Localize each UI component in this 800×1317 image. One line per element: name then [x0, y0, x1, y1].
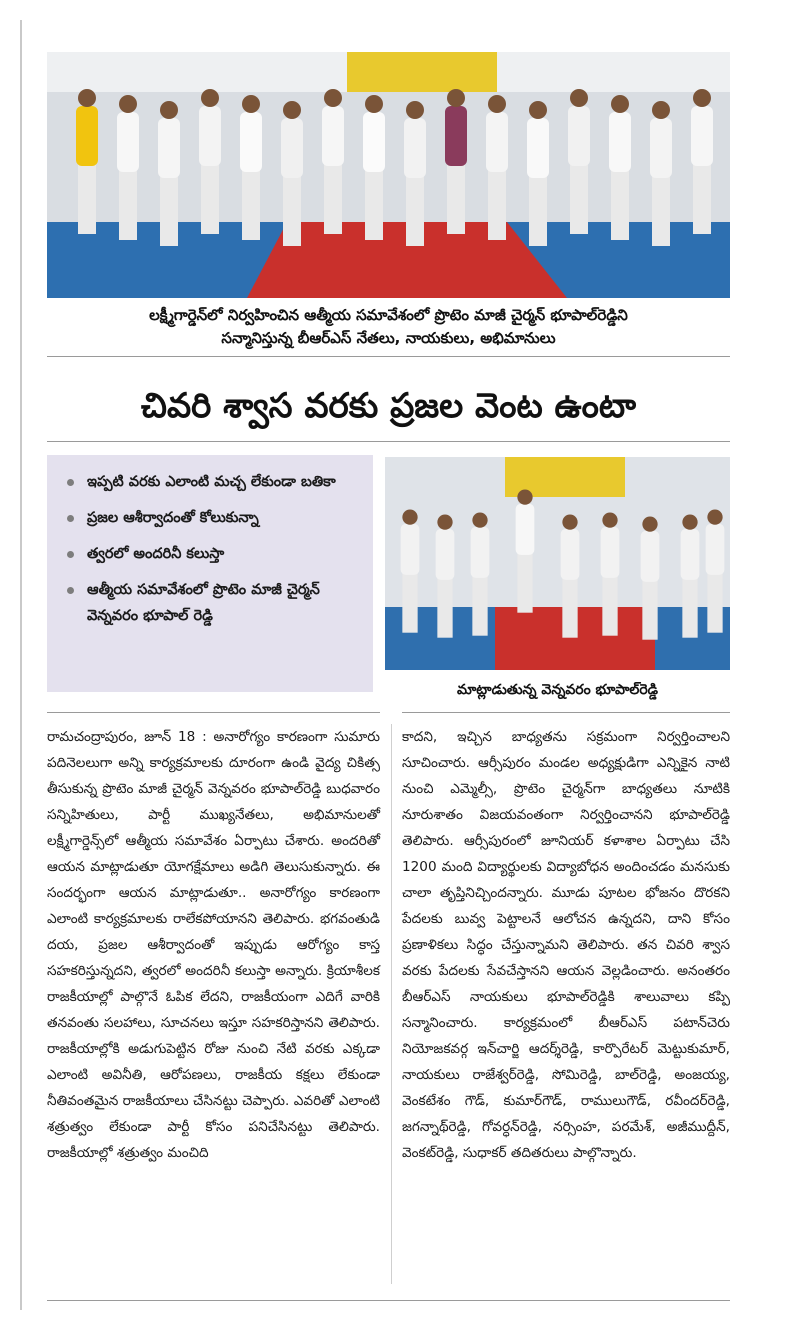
- caption-line-2: సన్మానిస్తున్న బీఆర్ఎస్ నేతలు, నాయకులు, అభిమానులు: [221, 329, 556, 347]
- caption-line-1: లక్ష్మీగార్డెన్‌లో నిర్వహించిన ఆత్మీయ సమావేశంలో ప్రొటెం మాజీ చైర్మన్ భూపాల్‌రెడ్డిని: [149, 306, 628, 324]
- highlight-item: ప్రజల ఆశీర్వాదంతో కోలుకున్నా: [61, 505, 361, 531]
- highlight-item: ఆత్మీయ సమావేశంలో ప్రొటెం మాజీ చైర్మన్ వెన్నవరం భూపాల్ రెడ్డి: [61, 577, 361, 629]
- speaker-photo-caption: మాట్లాడుతున్న వెన్నవరం భూపాల్‌రెడ్డి: [456, 682, 658, 698]
- headline-rule: [47, 441, 730, 442]
- page-border: [20, 20, 22, 1310]
- highlight-item: త్వరలో అందరినీ కలుస్తా: [61, 541, 361, 567]
- bullet-icon: [67, 515, 74, 522]
- article-right-column: కాదని, ఇచ్చిన బాధ్యతను సక్రమంగా నిర్వర్తించాలని సూచించారు. ఆర్సీపురం మండల అధ్యక్షుడిగా ఎన్నికైన నాటి నుంచి ఎమ్మెల్సీ, ప్రొటెం చైర్మన్‌గా బాధ్యతలు నూటికి నూరుశాతం విజయవంతంగా నిర్వర్తించానని భూపాల్‌రెడ్డి తెలిపారు. ఆర్సీపురంలో జూనియర్ కళాశాల ఏర్పాటు చేసి 1200 మంది విద్యార్థులకు విద్యాబోధన అందించడం మనసుకు చాలా తృప్తినిచ్చిందన్నారు. మూడు పూటల భోజనం దొరకని పేదలకు బువ్వ పెట్టాలనే ఆలోచన ఉన్నదని, దాని కోసం ప్రణాళికలు సిద్ధం చేస్తున్నామని తెలిపారు. తన చివరి శ్వాస వరకు పేదలకు సేవచేస్తానని ఆయన వెల్లడించారు. అనంతరం బీఆర్ఎస్ నాయకులు భూపాల్‌రెడ్డికి శాలువాలు కప్పి సన్మానించారు. కార్యక్రమంలో బీఆర్ఎస్ పటాన్‌చెరు నియోజకవర్గ ఇన్‌చార్జి ఆదర్శ్‌రెడ్డి, కార్పొరేటర్ మెట్టుకుమార్, నాయకులు రాజేశ్వర్‌రెడ్డి, సోమిరెడ్డి, బాల్‌రెడ్డి, అంజయ్య, వెంకటేశం గౌడ్, కుమార్‌గౌడ్, రాములుగౌడ్, రవీందర్‌రెడ్డి, జగన్నాథ్‌రెడ్డి, గోవర్ధన్‌రెడ్డి, నర్సింహ, పరమేశ్, అజీముద్దీన్, వెంకట్‌రెడ్డి, సుధాకర్ తదితరులు పాల్గొన్నారు.: [402, 729, 730, 1161]
- article-left-column: రామచంద్రాపురం, జూన్ 18 : అనారోగ్యం కారణంగా సుమారు పదినెలలుగా అన్ని కార్యక్రమాలకు దూరంగా ఉండి వైద్య చికిత్స తీసుకున్న ప్రొటెం మాజీ చైర్మన్ వెన్నవరం భూపాల్‌రెడ్డి బుధవారం సన్నిహితులు, పార్టీ ముఖ్యనేతలు, అభిమానులతో లక్ష్మీగార్డెన్స్‌లో ఆత్మీయ సమావేశం ఏర్పాటు చేశారు. అందరితో ఆయన మాట్లాడుతూ యోగక్షేమాలు అడిగి తెలుసుకున్నారు. ఈ సందర్భంగా ఆయన మాట్లాడుతూ.. అనారోగ్యం కారణంగా ఎలాంటి కార్యక్రమాలకు రాలేకపోయానని తెలిపారు. భగవంతుడి దయ, ప్రజల ఆశీర్వాదంతో ఇప్పుడు ఆరోగ్యం కాస్త సహకరిస్తున్నదని, త్వరలో అందరినీ కలుస్తా అన్నారు. క్రియాశీలక రాజకీయాల్లో పాల్గొనే ఓపిక లేదని, రాజకీయంగా ఎదిగే వారికి తనవంతు సలహాలు, సూచనలు ఇస్తూ సహకరిస్తానని తెలిపారు. రాజకీయాల్లోకి అడుగుపెట్టిన రోజు నుంచి నేటి వరకు ఎక్కడా ఎలాంటి అవినీతి, ఆరోపణలు, రాజకీయ కక్షలు లేకుండా నీతివంతమైన రాజకీయాలు చేసినట్టు చెప్పారు. ఎవరితో ఎలాంటి శత్రుత్వం లేకుండా పార్టీ కోసం పనిచేసినట్టు తెలిపారు. రాజకీయాల్లో శత్రుత్వం మంచిది: [47, 729, 380, 1161]
- speaker-photo: [385, 457, 730, 670]
- top-photo-caption: [47, 304, 730, 350]
- group-photo: [47, 52, 730, 298]
- bottom-rule: [47, 1300, 730, 1301]
- highlights-box: [47, 455, 373, 692]
- bullet-icon: [67, 551, 74, 558]
- headline: చివరి శ్వాస వరకు ప్రజల వెంట ఉంటా: [140, 386, 637, 426]
- left-rule: [47, 712, 380, 713]
- caption-rule: [47, 356, 730, 357]
- bullet-icon: [67, 479, 74, 486]
- bullet-icon: [67, 587, 74, 594]
- column-divider: [391, 724, 392, 1284]
- highlight-item: ఇప్పటి వరకు ఎలాంటి మచ్చ లేకుండా బతికా: [61, 469, 361, 495]
- right-rule: [402, 712, 730, 713]
